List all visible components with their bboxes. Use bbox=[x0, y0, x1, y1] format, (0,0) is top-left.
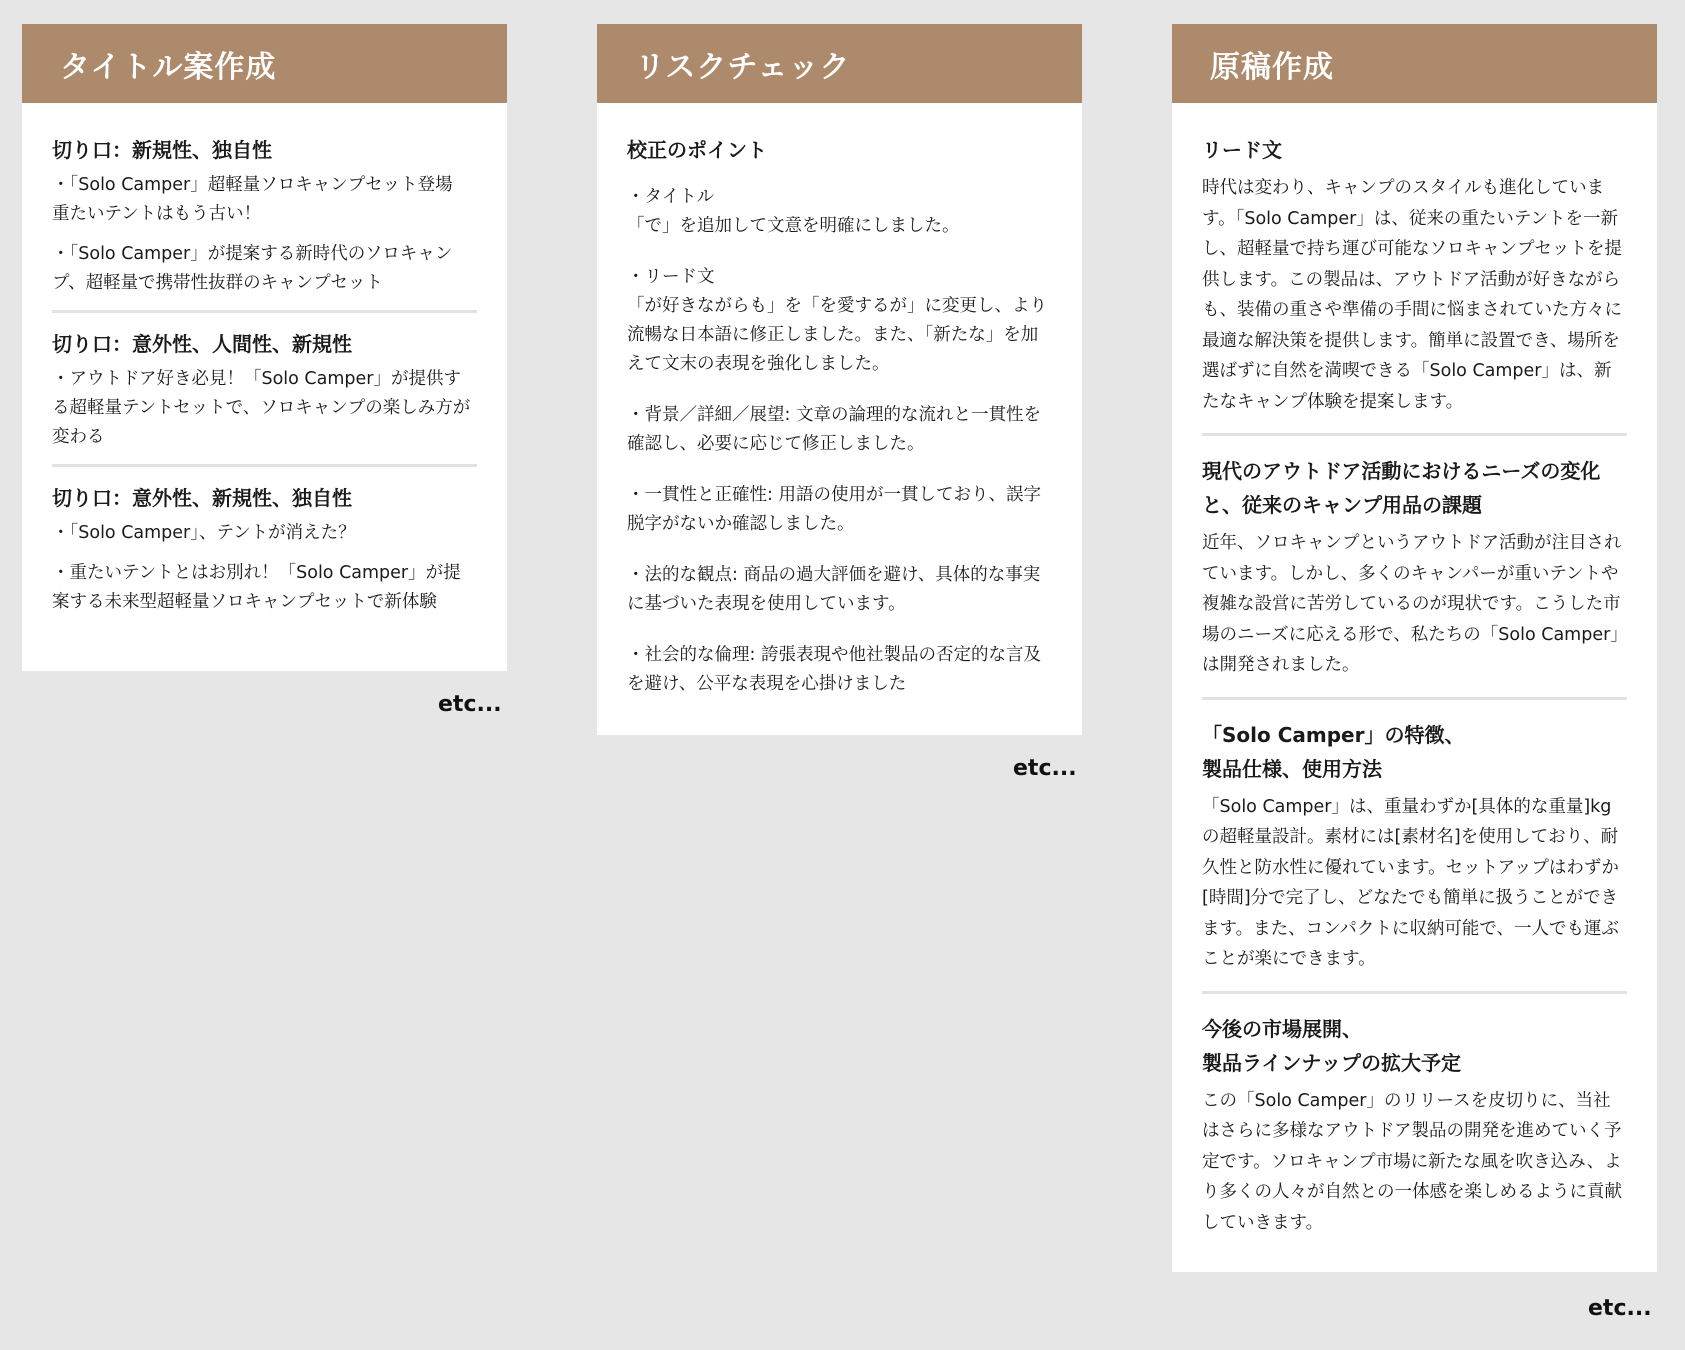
section-heading: 現代のアウトドア活動におけるニーズの変化と、従来のキャンプ用品の課題 bbox=[1202, 459, 1601, 517]
section-heading: 切り口：意外性、人間性、新規性 bbox=[52, 332, 352, 356]
card-title: 原稿作成 bbox=[1210, 49, 1334, 85]
proofread-point: ・リード文 「が好きながらも」を「を愛するが」に変更し、より流暢な日本語に修正しました。また、「新たな」を加えて文末の表現を強化しました。 bbox=[627, 267, 1047, 374]
card-body bbox=[597, 103, 1082, 751]
section-heading: 切り口：意外性、新規性、独自性 bbox=[52, 486, 352, 510]
proofread-point: ・一貫性と正確性: 用語の使用が一貫しており、誤字脱字がないか確認しました。 bbox=[627, 485, 1041, 534]
column-manuscript bbox=[1172, 24, 1657, 1272]
etc-label: etc... bbox=[438, 692, 502, 717]
section-heading: 切り口：新規性、独自性 bbox=[52, 138, 272, 162]
section-heading: 「Solo Camper」の特徴、 製品仕様、使用方法 bbox=[1202, 722, 1465, 781]
divider bbox=[52, 310, 477, 313]
proofread-point: ・社会的な倫理: 誇張表現や他社製品の否定的な言及を避け、公平な表現を心掛けました bbox=[627, 645, 1041, 694]
proofread-point: ・タイトル 「で」を追加して文意を明確にしました。 bbox=[627, 187, 960, 236]
column-title-ideas bbox=[22, 24, 507, 671]
card-risk-check bbox=[597, 24, 1082, 735]
section-text: 「Solo Camper」は、重量わずか[具体的な重量]kgの超軽量設計。素材には[素材名]を使用しており、耐久性と防水性に優れています。セットアップはわずか[時間]分で完了し、どなたでも簡単に扱うことができます。また、コンパクトに収納可能で、一人でも運ぶことが楽にできます。 bbox=[1202, 796, 1620, 969]
divider bbox=[1202, 433, 1627, 436]
section-heading: 今後の市場展開、 製品ラインナップの拡大予定 bbox=[1202, 1016, 1461, 1075]
divider bbox=[1202, 697, 1627, 700]
section-heading: リード文 bbox=[1202, 138, 1282, 162]
section-text: この「Solo Camper」のリリースを皮切りに、当社はさらに多様なアウトドア製品の開発を進めていく予定です。ソロキャンプ市場に新たな風を吹き込み、より多くの人々が自然との一体感を楽しめるように貢献していきます。 bbox=[1202, 1090, 1622, 1233]
divider bbox=[1202, 991, 1627, 994]
proofread-point: ・背景／詳細／展望: 文章の論理的な流れと一貫性を確認し、必要に応じて修正しました。 bbox=[627, 405, 1041, 454]
proofread-point: ・法的な観点: 商品の過大評価を避け、具体的な事実に基づいた表現を使用しています。 bbox=[627, 565, 1041, 614]
title-idea: ・アウトドア好き必見！「Solo Camper」が提供する超軽量テントセットで、ソロキャンプの楽しみ方が変わる bbox=[52, 369, 471, 447]
etc-label: etc... bbox=[1013, 756, 1077, 781]
card-body bbox=[22, 103, 507, 658]
card-title: タイトル案作成 bbox=[60, 49, 277, 85]
section-text: 近年、ソロキャンプというアウトドア活動が注目されています。しかし、多くのキャンパーが重いテントや複雑な設営に苦労しているのが現状です。こうした市場のニーズに応える形で、私たちの「Solo Camper」は開発されました。 bbox=[1202, 533, 1622, 675]
title-idea: ・「Solo Camper」超軽量ソロキャンプセット登場 重たいテントはもう古い！ bbox=[52, 175, 453, 224]
title-idea: ・「Solo Camper」、テントが消えた？ bbox=[52, 523, 356, 543]
card-title: リスクチェック bbox=[635, 49, 851, 85]
card-header bbox=[597, 24, 1082, 103]
divider bbox=[52, 464, 477, 467]
card-manuscript bbox=[1172, 24, 1657, 1272]
title-idea: ・重たいテントとはお別れ！「Solo Camper」が提案する未来型超軽量ソロキャンプセットで新体験 bbox=[52, 563, 461, 612]
section-text: 時代は変わり、キャンプのスタイルも進化しています。「Solo Camper」は、従来の重たいテントを一新し、超軽量で持ち運び可能なソロキャンプセットを提供します。この製品は、アウトドア活動が好きながらも、装備の重さや準備の手間に悩まされていた方々に最適な解決策を提供します。簡単に設置でき、場所を選ばずに自然を満喫できる「Solo Camper」は、新たなキャンプ体験を提案します。 bbox=[1202, 178, 1622, 412]
section-heading: 校正のポイント bbox=[627, 138, 767, 162]
card-header bbox=[22, 24, 507, 103]
etc-label: etc... bbox=[1588, 1296, 1652, 1321]
card-body bbox=[1172, 103, 1657, 1268]
column-risk-check bbox=[597, 24, 1082, 735]
card-header bbox=[1172, 24, 1657, 103]
title-idea: ・「Solo Camper」が提案する新時代のソロキャンプ、超軽量で携帯性抜群のキャンプセット bbox=[52, 244, 453, 293]
card-title-ideas bbox=[22, 24, 507, 671]
